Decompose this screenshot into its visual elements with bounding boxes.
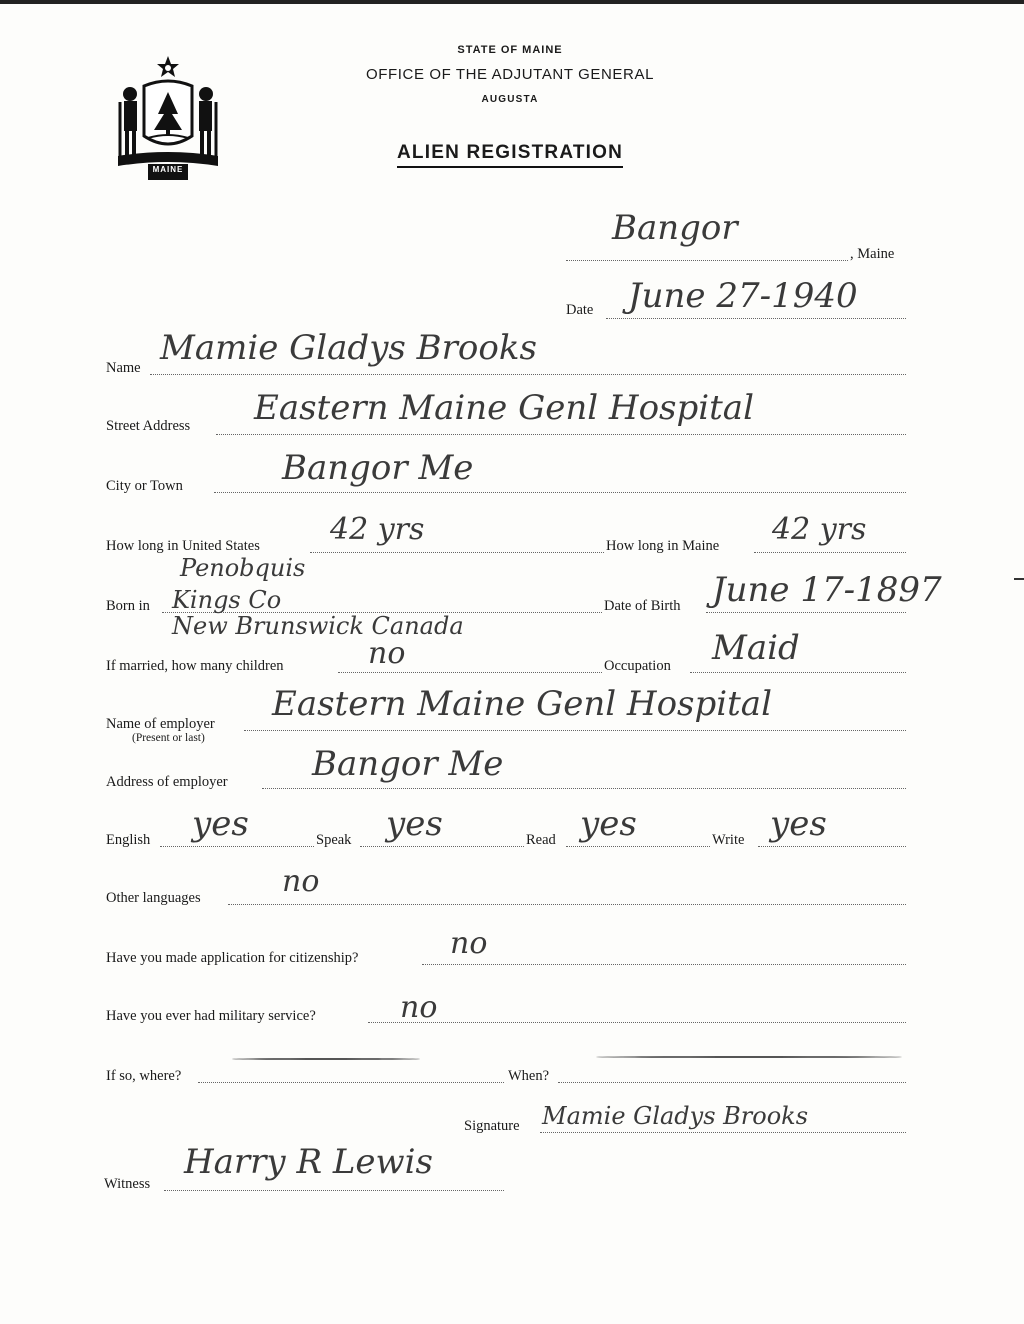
office-heading: OFFICE OF THE ADJUTANT GENERAL [365,66,655,83]
signature-label: Signature [464,1118,520,1134]
name-label: Name [106,360,141,376]
speak-label: Speak [316,832,352,848]
us-years-line [310,552,604,553]
maine-years-value: 42 yrs [772,512,867,547]
born-in-label: Born in [106,598,150,614]
maine-years-line [754,552,906,553]
street-label: Street Address [106,418,191,434]
other-languages-line [228,904,906,905]
employer-label: Name of employer [106,716,215,732]
citizenship-value: no [450,926,488,961]
employer-line [244,730,906,731]
other-languages-value: no [282,864,320,899]
when-blank-dash [596,1056,902,1058]
witness-value: Harry R Lewis [184,1142,433,1182]
margin-tick [1014,578,1024,580]
where-line [198,1082,504,1083]
english-label: English [106,832,151,848]
street-value: Eastern Maine Genl Hospital [254,388,754,428]
maine-label: , Maine [850,246,895,262]
born-value-line1: Penobquis [180,554,306,582]
citizenship-label: Have you made application for citizenship? [106,950,359,966]
witness-line [164,1190,504,1191]
signature-line [540,1132,906,1133]
speak-line [360,846,524,847]
form-title-text: ALIEN REGISTRATION [397,142,623,168]
citizenship-line [422,964,906,965]
name-line [150,374,906,375]
other-languages-label: Other languages [106,890,201,906]
children-value: no [368,636,406,671]
where-label: If so, where? [106,1068,182,1084]
name-value: Mamie Gladys Brooks [160,328,537,368]
date-value: June 27-1940 [628,276,858,316]
when-line [558,1082,906,1083]
military-label: Have you ever had military service? [106,1008,316,1024]
military-value: no [400,990,438,1025]
us-years-label: How long in United States [106,538,260,554]
form-title [300,142,720,168]
employer-address-value: Bangor Me [312,744,504,784]
read-label: Read [526,832,556,848]
occupation-line [690,672,906,673]
read-line [566,846,710,847]
where-blank-dash [232,1058,420,1060]
city-value: Bangor Me [282,448,474,488]
english-line [160,846,314,847]
place-value: Bangor [612,208,738,248]
children-label: If married, how many children [106,658,284,674]
dob-label: Date of Birth [604,598,681,614]
city-line [214,492,906,493]
date-line [606,318,906,319]
place-line [566,260,848,261]
city-heading: AUGUSTA [481,94,539,105]
witness-label: Witness [104,1176,151,1192]
employer-value: Eastern Maine Genl Hospital [272,684,772,724]
dob-value: June 17-1897 [712,570,942,610]
us-years-value: 42 yrs [330,512,425,547]
scan-top-edge [0,0,1024,4]
occupation-value: Maid [712,628,800,668]
born-value-line2: Kings Co [172,586,282,614]
english-value: yes [192,804,249,844]
maine-years-label: How long in Maine [606,538,720,554]
employer-note: (Present or last) [132,732,205,744]
city-label: City or Town [106,478,183,494]
signature-value: Mamie Gladys Brooks [542,1102,809,1130]
speak-value: yes [386,804,443,844]
state-heading: STATE OF MAINE [457,44,563,56]
employer-address-label: Address of employer [106,774,228,790]
children-line [338,672,602,673]
occupation-label: Occupation [604,658,671,674]
born-value-line3: New Brunswick Canada [172,612,464,640]
seal-banner-text: MAINE [152,165,184,174]
employer-address-line [262,788,906,789]
write-label: Write [712,832,745,848]
date-label: Date [566,302,594,318]
write-value: yes [770,804,827,844]
street-line [216,434,906,435]
write-line [758,846,906,847]
dob-line [706,612,906,613]
read-value: yes [580,804,637,844]
when-label: When? [508,1068,550,1084]
military-line [368,1022,906,1023]
